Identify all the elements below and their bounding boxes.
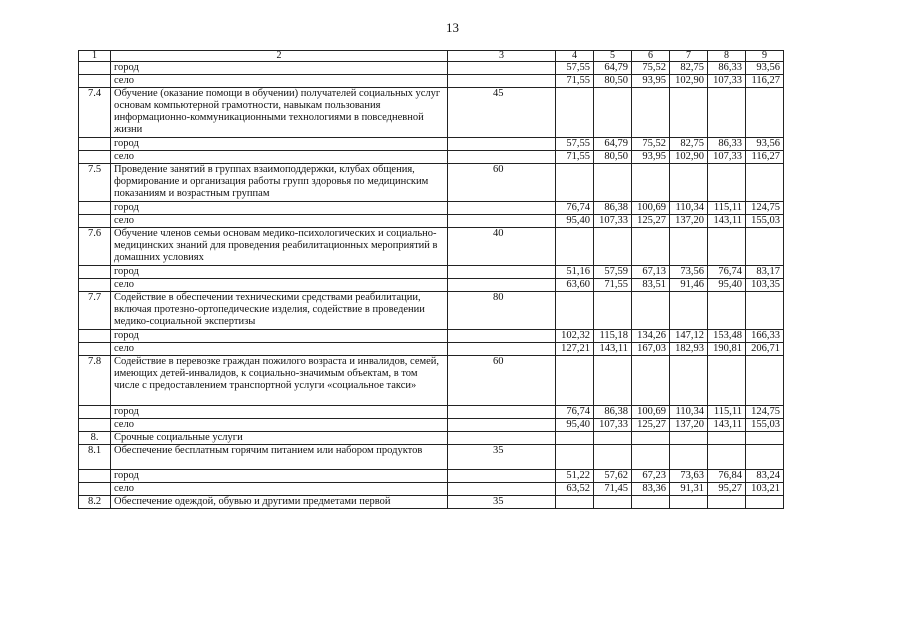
service-row (79, 164, 784, 202)
value-cell: 73,56 (670, 266, 708, 279)
value-cell: 67,23 (632, 470, 670, 483)
col3-cell (448, 330, 556, 343)
value-cell: 166,33 (746, 330, 784, 343)
value-row (79, 343, 784, 356)
value-cell: 93,56 (746, 138, 784, 151)
value-cell: 110,34 (670, 202, 708, 215)
row-num-cell (79, 419, 111, 432)
service-description: Обеспечение одеждой, обувью и другими предметами первой (111, 496, 448, 509)
value-cell: 83,17 (746, 266, 784, 279)
empty-cell (556, 88, 594, 138)
col3-cell (448, 215, 556, 228)
empty-cell (708, 445, 746, 470)
tariff-table (78, 50, 784, 509)
value-cell: 125,27 (632, 419, 670, 432)
header-cell-9: 9 (746, 51, 784, 62)
row-num-cell (79, 215, 111, 228)
value-cell: 83,51 (632, 279, 670, 292)
value-cell: 93,56 (746, 62, 784, 75)
empty-cell (746, 356, 784, 406)
row-label-cell: город (111, 266, 448, 279)
value-cell: 51,16 (556, 266, 594, 279)
col3-cell (448, 266, 556, 279)
row-label-cell: село (111, 279, 448, 292)
header-cell-2: 2 (111, 51, 448, 62)
value-cell: 91,31 (670, 483, 708, 496)
value-cell: 71,55 (556, 75, 594, 88)
value-cell: 83,36 (632, 483, 670, 496)
row-num-cell (79, 279, 111, 292)
row-num-cell (79, 406, 111, 419)
value-cell: 107,33 (594, 215, 632, 228)
value-cell: 206,71 (746, 343, 784, 356)
value-cell: 57,55 (556, 138, 594, 151)
value-row (79, 151, 784, 164)
empty-cell (746, 88, 784, 138)
row-num-cell (79, 330, 111, 343)
service-number: 8.1 (79, 445, 111, 470)
value-row (79, 138, 784, 151)
empty-cell (746, 496, 784, 509)
empty-cell (594, 228, 632, 266)
row-label-cell: село (111, 419, 448, 432)
col3-cell (448, 483, 556, 496)
header-cell-3: 3 (448, 51, 556, 62)
service-row (79, 292, 784, 330)
value-cell: 91,46 (670, 279, 708, 292)
empty-cell (632, 432, 670, 445)
value-cell: 95,40 (556, 215, 594, 228)
row-num-cell (79, 62, 111, 75)
row-num-cell (79, 483, 111, 496)
empty-cell (594, 292, 632, 330)
header-cell-4: 4 (556, 51, 594, 62)
value-row (79, 330, 784, 343)
value-cell: 137,20 (670, 419, 708, 432)
row-label-cell: село (111, 75, 448, 88)
empty-cell (746, 164, 784, 202)
value-row (79, 419, 784, 432)
service-col3: 60 (448, 356, 556, 406)
value-row (79, 470, 784, 483)
service-description: Обучение (оказание помощи в обучении) получателей социальных услуг основам компьютерной грамотности, навыкам пользования информационно-коммуникационными технологиями в повседневной жизни (111, 88, 448, 138)
col3-cell (448, 279, 556, 292)
col3-cell (448, 62, 556, 75)
service-number: 7.8 (79, 356, 111, 406)
value-cell: 83,24 (746, 470, 784, 483)
row-num-cell (79, 151, 111, 164)
service-description: Обучение членов семьи основам медико-психологических и социально-медицинских знаний для проведения реабилитационных мероприятий в домашних условиях (111, 228, 448, 266)
value-cell: 102,90 (670, 75, 708, 88)
empty-cell (708, 228, 746, 266)
empty-cell (632, 228, 670, 266)
empty-cell (632, 445, 670, 470)
empty-cell (746, 228, 784, 266)
value-cell: 190,81 (708, 343, 746, 356)
value-cell: 76,74 (708, 266, 746, 279)
row-label-cell: город (111, 470, 448, 483)
value-cell: 86,38 (594, 406, 632, 419)
value-cell: 64,79 (594, 62, 632, 75)
empty-cell (670, 164, 708, 202)
value-cell: 57,59 (594, 266, 632, 279)
value-cell: 71,55 (594, 279, 632, 292)
row-num-cell (79, 138, 111, 151)
col3-cell (448, 138, 556, 151)
header-cell-1: 1 (79, 51, 111, 62)
row-label-cell: село (111, 343, 448, 356)
value-cell: 153,48 (708, 330, 746, 343)
empty-cell (632, 164, 670, 202)
value-cell: 143,11 (708, 419, 746, 432)
value-cell: 80,50 (594, 75, 632, 88)
value-cell: 76,74 (556, 406, 594, 419)
empty-cell (594, 445, 632, 470)
value-row (79, 62, 784, 75)
empty-cell (670, 88, 708, 138)
service-number: 7.4 (79, 88, 111, 138)
col3-cell (448, 406, 556, 419)
col3-cell (448, 151, 556, 164)
empty-cell (556, 356, 594, 406)
value-row (79, 202, 784, 215)
empty-cell (594, 432, 632, 445)
col3-cell (448, 75, 556, 88)
empty-cell (670, 292, 708, 330)
value-cell: 93,95 (632, 151, 670, 164)
value-cell: 75,52 (632, 138, 670, 151)
value-cell: 82,75 (670, 138, 708, 151)
value-cell: 86,33 (708, 62, 746, 75)
service-row (79, 496, 784, 509)
value-cell: 107,33 (708, 75, 746, 88)
empty-cell (556, 228, 594, 266)
value-cell: 107,33 (594, 419, 632, 432)
empty-cell (556, 445, 594, 470)
value-cell: 182,93 (670, 343, 708, 356)
header-cell-7: 7 (670, 51, 708, 62)
row-label-cell: город (111, 202, 448, 215)
empty-cell (594, 88, 632, 138)
value-cell: 115,11 (708, 202, 746, 215)
value-cell: 102,90 (670, 151, 708, 164)
service-col3: 80 (448, 292, 556, 330)
value-row (79, 406, 784, 419)
empty-cell (594, 496, 632, 509)
empty-cell (708, 88, 746, 138)
page-number: 13 (446, 20, 459, 35)
value-cell: 95,40 (556, 419, 594, 432)
value-cell: 57,55 (556, 62, 594, 75)
value-cell: 57,62 (594, 470, 632, 483)
service-col3: 45 (448, 88, 556, 138)
value-cell: 103,21 (746, 483, 784, 496)
value-cell: 134,26 (632, 330, 670, 343)
service-row (79, 88, 784, 138)
empty-cell (746, 432, 784, 445)
value-cell: 110,34 (670, 406, 708, 419)
empty-cell (746, 445, 784, 470)
empty-cell (670, 432, 708, 445)
row-label-cell: город (111, 406, 448, 419)
row-label-cell: город (111, 138, 448, 151)
value-cell: 147,12 (670, 330, 708, 343)
service-number: 7.7 (79, 292, 111, 330)
service-number: 8.2 (79, 496, 111, 509)
section-number: 8. (79, 432, 111, 445)
value-cell: 86,33 (708, 138, 746, 151)
row-label-cell: село (111, 215, 448, 228)
value-cell: 143,11 (594, 343, 632, 356)
value-cell: 75,52 (632, 62, 670, 75)
row-num-cell (79, 343, 111, 356)
col3-cell (448, 419, 556, 432)
value-row (79, 483, 784, 496)
empty-cell (670, 228, 708, 266)
empty-cell (708, 432, 746, 445)
row-label-cell: город (111, 330, 448, 343)
value-cell: 73,63 (670, 470, 708, 483)
value-cell: 103,35 (746, 279, 784, 292)
service-number: 7.5 (79, 164, 111, 202)
service-row (79, 356, 784, 406)
value-cell: 127,21 (556, 343, 594, 356)
empty-cell (670, 496, 708, 509)
row-num-cell (79, 470, 111, 483)
row-num-cell (79, 266, 111, 279)
header-cell-5: 5 (594, 51, 632, 62)
value-row (79, 279, 784, 292)
empty-cell (556, 432, 594, 445)
value-cell: 100,69 (632, 202, 670, 215)
value-row (79, 75, 784, 88)
row-label-cell: село (111, 483, 448, 496)
service-description: Содействие в обеспечении техническими средствами реабилитации, включая протезно-ортопедические изделия, содействие в проведении медико-социальной экспертизы (111, 292, 448, 330)
empty-cell (708, 356, 746, 406)
service-description: Проведение занятий в группах взаимоподдержки, клубах общения, формирование и организация работы групп здоровья по медицинским показаниям и возрастным группам (111, 164, 448, 202)
empty-cell (556, 164, 594, 202)
value-cell: 80,50 (594, 151, 632, 164)
service-col3: 60 (448, 164, 556, 202)
empty-cell (556, 292, 594, 330)
value-cell: 95,40 (708, 279, 746, 292)
value-cell: 95,27 (708, 483, 746, 496)
empty-cell (448, 432, 556, 445)
service-description: Обеспечение бесплатным горячим питанием или набором продуктов (111, 445, 448, 470)
row-num-cell (79, 75, 111, 88)
value-cell: 102,32 (556, 330, 594, 343)
value-row (79, 266, 784, 279)
value-cell: 51,22 (556, 470, 594, 483)
value-cell: 107,33 (708, 151, 746, 164)
value-cell: 93,95 (632, 75, 670, 88)
value-cell: 76,84 (708, 470, 746, 483)
header-cell-6: 6 (632, 51, 670, 62)
service-row (79, 445, 784, 470)
section-title: Срочные социальные услуги (111, 432, 448, 445)
col3-cell (448, 343, 556, 356)
empty-cell (670, 356, 708, 406)
empty-cell (632, 88, 670, 138)
value-cell: 155,03 (746, 419, 784, 432)
value-cell: 116,27 (746, 75, 784, 88)
value-cell: 137,20 (670, 215, 708, 228)
value-cell: 76,74 (556, 202, 594, 215)
col3-cell (448, 202, 556, 215)
section-row (79, 432, 784, 445)
value-cell: 115,18 (594, 330, 632, 343)
value-cell: 86,38 (594, 202, 632, 215)
empty-cell (708, 164, 746, 202)
empty-cell (556, 496, 594, 509)
value-cell: 124,75 (746, 406, 784, 419)
value-cell: 143,11 (708, 215, 746, 228)
col3-cell (448, 470, 556, 483)
service-number: 7.6 (79, 228, 111, 266)
value-cell: 71,45 (594, 483, 632, 496)
row-label-cell: село (111, 151, 448, 164)
empty-cell (632, 356, 670, 406)
header-cell-8: 8 (708, 51, 746, 62)
value-cell: 71,55 (556, 151, 594, 164)
header-row (79, 51, 784, 62)
value-row (79, 215, 784, 228)
value-cell: 155,03 (746, 215, 784, 228)
empty-cell (708, 496, 746, 509)
value-cell: 116,27 (746, 151, 784, 164)
empty-cell (746, 292, 784, 330)
empty-cell (708, 292, 746, 330)
service-col3: 35 (448, 445, 556, 470)
value-cell: 63,60 (556, 279, 594, 292)
empty-cell (594, 356, 632, 406)
service-description: Содействие в перевозке граждан пожилого возраста и инвалидов, семей, имеющих детей-инвалидов, к социально-значимым объектам, в том числе с предоставлением транспортной услуги «социальное такси» (111, 356, 448, 406)
value-cell: 100,69 (632, 406, 670, 419)
empty-cell (632, 292, 670, 330)
empty-cell (632, 496, 670, 509)
service-row (79, 228, 784, 266)
value-cell: 115,11 (708, 406, 746, 419)
row-num-cell (79, 202, 111, 215)
value-cell: 67,13 (632, 266, 670, 279)
empty-cell (670, 445, 708, 470)
value-cell: 167,03 (632, 343, 670, 356)
row-label-cell: город (111, 62, 448, 75)
service-col3: 35 (448, 496, 556, 509)
value-cell: 124,75 (746, 202, 784, 215)
value-cell: 64,79 (594, 138, 632, 151)
value-cell: 63,52 (556, 483, 594, 496)
value-cell: 125,27 (632, 215, 670, 228)
empty-cell (594, 164, 632, 202)
value-cell: 82,75 (670, 62, 708, 75)
service-col3: 40 (448, 228, 556, 266)
